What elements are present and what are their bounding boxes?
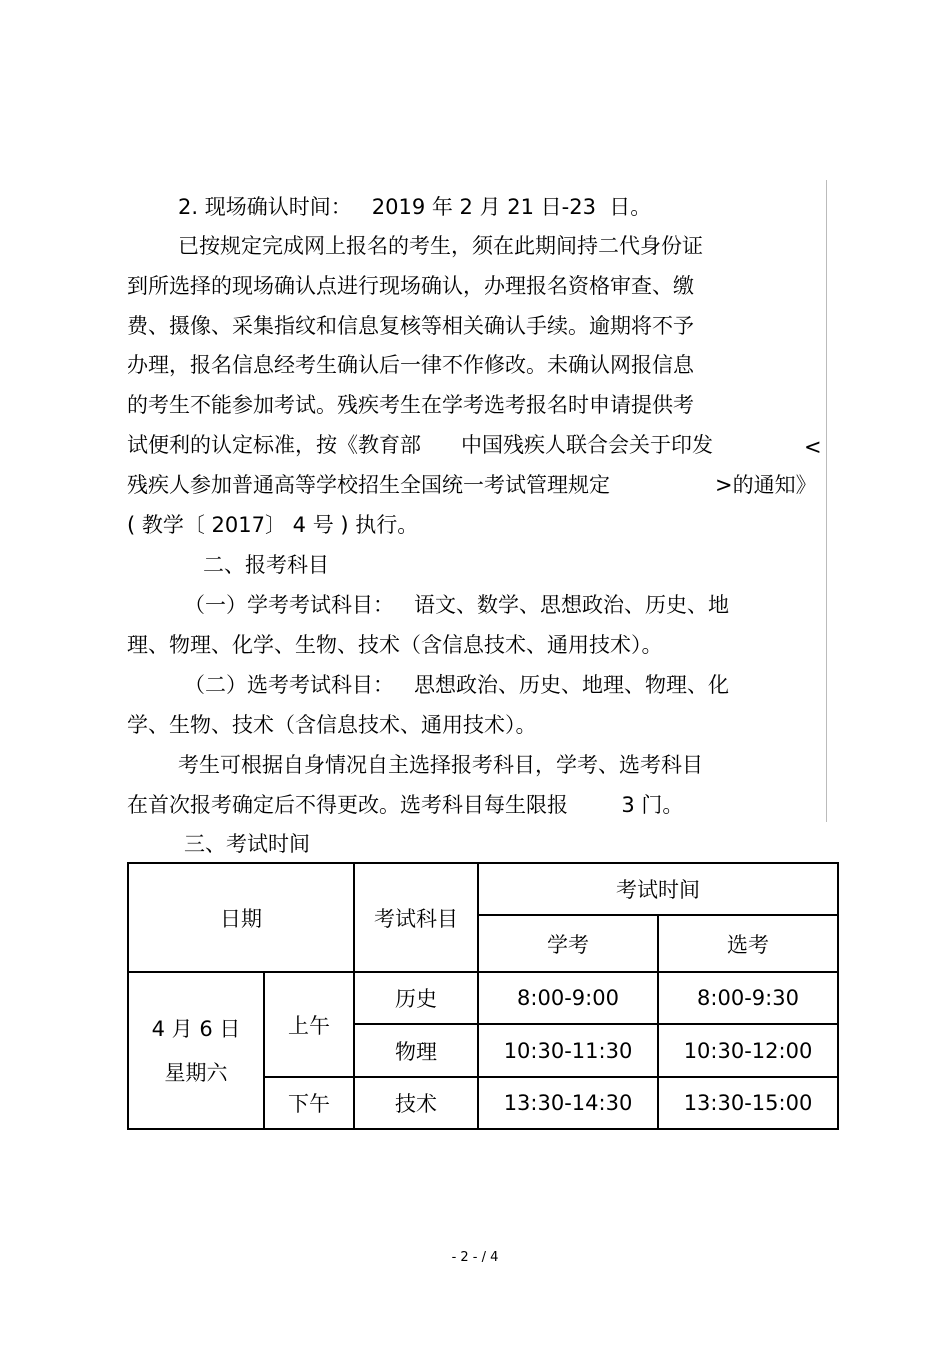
page-number: - 2 - / 4 [451, 1250, 499, 1265]
date-text: 4 月 6 日 [151, 1016, 241, 1041]
text-line-7: 试便利的认定标准，按《教育部 中国残疾人联合会关于印发 [127, 433, 714, 457]
margin-rule [826, 180, 827, 822]
xuekao-time-cell: 10:30-11:30 [478, 1024, 658, 1077]
period-afternoon: 下午 [264, 1077, 354, 1129]
xuekao-time-cell: 8:00-9:00 [478, 972, 658, 1024]
weekday-text: 星期六 [164, 1060, 228, 1085]
text-line-1: 2. 现场确认时间： 2019 年 2 月 21 日-23 日。 [178, 195, 652, 219]
period-morning: 上午 [264, 972, 354, 1077]
exam-schedule-table [127, 862, 839, 1130]
text-line-8-tail: >的通知》 [715, 473, 817, 497]
text-line-11: （一）学考考试科目： 语文、数学、思想政治、历史、地 [184, 593, 730, 617]
section-heading-3: 三、考试时间 [184, 832, 310, 856]
text-line-3: 到所选择的现场确认点进行现场确认，办理报名资格审查、缴 [127, 274, 694, 298]
text-line-4: 费、摄像、采集指纹和信息复核等相关确认手续。逾期将不予 [127, 314, 694, 338]
section-heading-2: 二、报考科目 [203, 553, 329, 577]
text-line-12: 理、物理、化学、生物、技术（含信息技术、通用技术）。 [127, 633, 663, 657]
subject-cell: 历史 [354, 972, 478, 1024]
subject-cell: 技术 [354, 1077, 478, 1129]
header-xuekao: 学考 [478, 915, 658, 972]
text-line-5: 办理，报名信息经考生确认后一律不作修改。未确认网报信息 [127, 353, 694, 377]
text-line-6: 的考生不能参加考试。残疾考生在学考选考报名时申请提供考 [127, 393, 694, 417]
subject-cell: 物理 [354, 1024, 478, 1077]
text-line-13: （二）选考考试科目： 思想政治、历史、地理、物理、化 [184, 673, 730, 697]
text-line-2: 已按规定完成网上报名的考生，须在此期间持二代身份证 [178, 234, 703, 258]
header-date: 日期 [128, 863, 354, 972]
xuankao-time-cell: 10:30-12:00 [658, 1024, 838, 1077]
header-exam-time: 考试时间 [478, 863, 838, 915]
header-xuankao: 选考 [658, 915, 838, 972]
text-line-8: 残疾人参加普通高等学校招生全国统一考试管理规定 [127, 473, 610, 497]
text-line-15: 考生可根据自身情况自主选择报考科目，学考、选考科目 [178, 753, 703, 777]
header-subject: 考试科目 [354, 863, 478, 972]
text-line-7-bracket: < [804, 435, 822, 459]
xuankao-time-cell: 13:30-15:00 [658, 1077, 838, 1129]
text-line-16: 在首次报考确定后不得更改。选考科目每生限报 3 门。 [127, 793, 684, 817]
text-line-14: 学、生物、技术（含信息技术、通用技术）。 [127, 713, 537, 737]
text-line-9: ( 教学〔 2017〕 4 号 ) 执行。 [127, 513, 419, 537]
xuankao-time-cell: 8:00-9:30 [658, 972, 838, 1024]
date-cell [128, 972, 264, 1129]
xuekao-time-cell: 13:30-14:30 [478, 1077, 658, 1129]
